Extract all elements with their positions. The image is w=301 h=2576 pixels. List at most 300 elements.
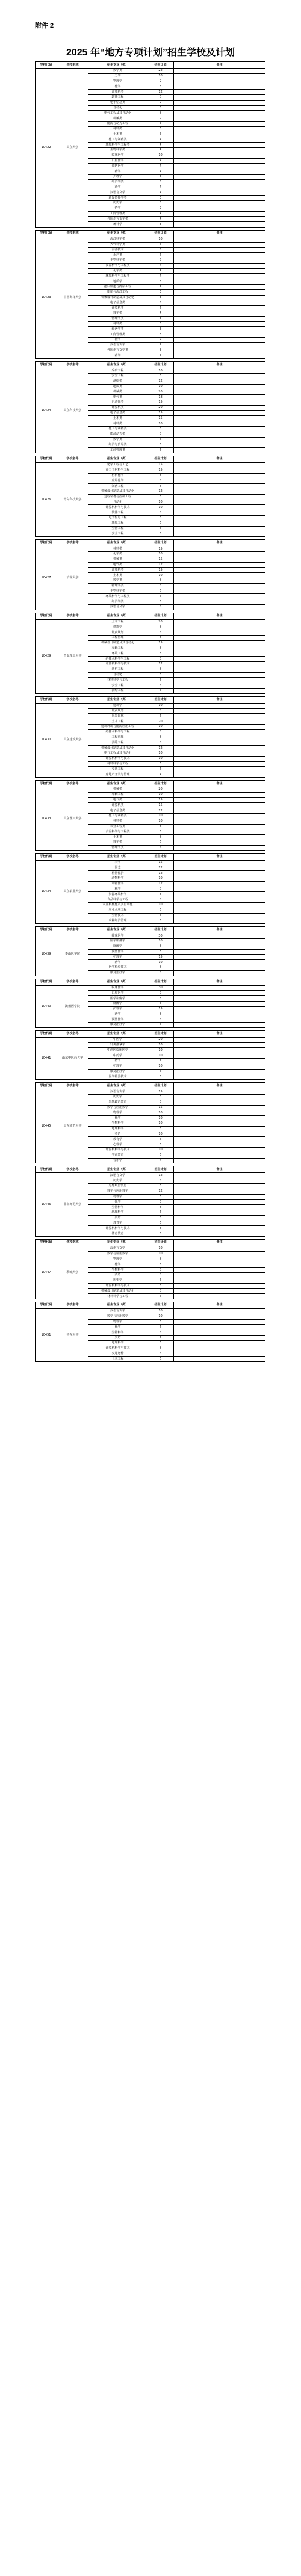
plan-count-cell: 8 [147,1194,174,1200]
major-cell: 计算机科学与技术 [88,505,147,510]
plan-count-cell: 12 [147,489,174,494]
major-cell: 机械类 [88,557,147,562]
plan-count-cell: 6 [147,714,174,719]
remarks-cell [174,996,265,1002]
remarks-cell [174,338,265,343]
major-cell: 化学类 [88,551,147,557]
remarks-cell [174,217,265,222]
major-cell: 物理学类 [88,583,147,589]
remarks-cell [174,824,265,829]
header-school-name: 学校名称 [57,230,88,237]
remarks-cell [174,137,265,143]
major-cell: 数学类 [88,840,147,845]
major-cell: 给排水科学与工程 [88,729,147,735]
remarks-cell [174,1200,265,1205]
major-cell: 建筑环境与能源应用工程 [88,725,147,730]
major-cell: 车辆工程 [88,646,147,651]
major-cell: 英语 [88,1272,147,1278]
remarks-cell [174,1215,265,1221]
remarks-cell [174,200,265,206]
major-cell: 经济学类 [88,179,147,185]
major-cell: 计算机类 [88,90,147,95]
major-cell: 汉语言文学 [88,190,147,196]
school-name-cell: 山东理工大学 [57,787,88,851]
plan-count-cell: 6 [147,767,174,772]
remarks-cell [174,938,265,944]
plan-count-cell: 4 [147,147,174,153]
plan-count-cell: 6 [147,442,174,448]
school-name-cell: 中国海洋大学 [57,237,88,358]
header-major: 招生专业（类） [88,781,147,787]
major-cell: 环境科学与工程类 [88,594,147,599]
remarks-cell [174,892,265,897]
major-cell: 安全工程 [88,683,147,689]
remarks-cell [174,845,265,850]
remarks-cell [174,703,265,708]
major-cell: 环境科学与工程类 [88,143,147,148]
major-cell: 口腔医学 [88,158,147,164]
table-row [36,1037,265,1042]
plan-count-cell: 6 [147,526,174,531]
school-code-cell: 10447 [36,1246,57,1299]
header-school-code: 学校代码 [36,540,57,546]
header-school-name: 学校名称 [57,62,88,69]
plan-count-cell: 8 [147,708,174,714]
remarks-cell [174,761,265,767]
header-school-code: 学校代码 [36,1030,57,1037]
remarks-cell [174,814,265,819]
major-cell: 工程管理 [88,636,147,641]
table-row [36,1173,265,1178]
school-plan-table [35,926,265,976]
plan-count-cell: 15 [147,955,174,960]
plan-count-cell: 20 [147,719,174,725]
plan-count-cell: 8 [147,1184,174,1189]
major-cell: 英语 [88,1215,147,1221]
plan-count-cell: 6 [147,1210,174,1216]
remarks-cell [174,960,265,965]
remarks-cell [174,1037,265,1042]
plan-count-cell: 12 [147,562,174,568]
plan-count-cell: 6 [147,531,174,537]
remarks-cell [174,432,265,437]
plan-count-cell: 18 [147,395,174,400]
remarks-cell [174,1194,265,1200]
major-cell: 化学 [88,1262,147,1268]
major-cell: 经济与贸易类 [88,442,147,448]
remarks-cell [174,1257,265,1262]
plan-count-cell: 6 [147,594,174,599]
remarks-cell [174,90,265,95]
major-cell: 哲学 [88,206,147,211]
remarks-cell [174,955,265,960]
plan-count-cell: 3 [147,289,174,295]
major-cell: 计算机科学与技术 [88,1283,147,1289]
major-cell: 房地产开发与管理 [88,772,147,778]
major-cell: 中药学 [88,1053,147,1059]
header-school-code: 学校代码 [36,927,57,933]
header-remarks: 备注 [174,62,265,69]
remarks-cell [174,1158,265,1163]
plan-count-cell: 3 [147,222,174,228]
remarks-cell [174,143,265,148]
plan-count-cell: 8 [147,667,174,672]
school-code-cell: 10427 [36,546,57,610]
plan-count-cell: 8 [147,1200,174,1205]
remarks-cell [174,1105,265,1110]
header-plan-count: 招生计划 [147,1239,174,1246]
header-school-code: 学校代码 [36,613,57,619]
plan-count-cell: 15 [147,640,174,646]
remarks-cell [174,589,265,594]
plan-count-cell: 2 [147,206,174,211]
plan-count-cell: 6 [147,678,174,683]
school-plan-table [35,1239,265,1299]
plan-count-cell: 12 [147,379,174,384]
plan-count-cell: 10 [147,902,174,908]
major-cell: 材料类 [88,421,147,427]
plan-count-cell: 12 [147,881,174,887]
plan-count-cell: 15 [147,568,174,573]
major-cell: 地理科学 [88,1126,147,1132]
major-cell: 大气科学类 [88,242,147,247]
remarks-cell [174,902,265,908]
plan-count-cell: 12 [147,662,174,667]
plan-count-cell: 5 [147,121,174,126]
table-row [36,1308,265,1314]
major-cell: 电子信息类 [88,100,147,105]
table-header-row [36,781,265,787]
remarks-cell [174,531,265,537]
remarks-cell [174,756,265,761]
major-cell: 康复治疗学 [88,1023,147,1028]
school-plan-table [35,230,265,359]
header-major: 招生专业（类） [88,979,147,985]
school-code-cell: 10430 [36,703,57,777]
remarks-cell [174,1340,265,1346]
remarks-cell [174,1069,265,1074]
remarks-cell [174,247,265,253]
plan-count-cell: 10 [147,573,174,578]
remarks-cell [174,105,265,111]
major-cell: 数学与应用数学 [88,1314,147,1319]
remarks-cell [174,551,265,557]
plan-count-cell: 6 [147,1069,174,1074]
plan-count-cell: 8 [147,636,174,641]
header-school-name: 学校名称 [57,853,88,860]
major-cell: 机械设计制造及其自动化 [88,295,147,300]
major-cell: 音乐学 [88,1158,147,1163]
table-row [36,787,265,793]
major-cell: 资源环境科学 [88,892,147,897]
header-school-name: 学校名称 [57,979,88,985]
major-cell: 电子信息类 [88,808,147,814]
plan-count-cell: 4 [147,217,174,222]
major-cell: 应用化学 [88,478,147,484]
remarks-cell [174,169,265,175]
plan-count-cell: 9 [147,116,174,122]
major-cell: 化工与制药类 [88,814,147,819]
major-cell: 计算机类 [88,803,147,808]
plan-count-cell: 10 [147,1110,174,1116]
plan-count-cell: 9 [147,100,174,105]
school-plan-table [35,979,265,1028]
major-cell: 园艺 [88,865,147,871]
plan-count-cell: 2 [147,338,174,343]
plan-count-cell: 2 [147,353,174,359]
header-remarks: 备注 [174,1302,265,1308]
remarks-cell [174,787,265,793]
remarks-cell [174,871,265,876]
remarks-cell [174,636,265,641]
header-major: 招生专业（类） [88,613,147,619]
school-code-cell: 10424 [36,368,57,453]
major-cell: 机械类 [88,787,147,793]
plan-count-cell: 3 [147,295,174,300]
table-row [36,985,265,991]
table-row [36,237,265,242]
remarks-cell [174,510,265,516]
plan-count-cell: 10 [147,1116,174,1121]
plan-count-cell: 15 [147,416,174,421]
table-row [36,933,265,939]
remarks-cell [174,714,265,719]
school-code-cell: 10434 [36,860,57,924]
table-header-row [36,1030,265,1037]
plan-count-cell: 4 [147,274,174,279]
major-cell: 教育学 [88,1137,147,1142]
remarks-cell [174,242,265,247]
remarks-cell [174,274,265,279]
header-major: 招生专业（类） [88,696,147,703]
major-cell: 数学与应用数学 [88,1189,147,1194]
header-plan-count: 招生计划 [147,540,174,546]
remarks-cell [174,803,265,808]
remarks-cell [174,1053,265,1059]
remarks-cell [174,1251,265,1257]
major-cell: 材料化学 [88,473,147,478]
plan-count-cell: 4 [147,772,174,778]
remarks-cell [174,468,265,473]
header-school-name: 学校名称 [57,1083,88,1089]
remarks-cell [174,316,265,321]
plan-count-cell: 6 [147,1074,174,1080]
remarks-cell [174,1246,265,1251]
plan-count-cell: 10 [147,1042,174,1048]
remarks-cell [174,462,265,468]
plan-count-cell: 8 [147,494,174,500]
major-cell: 环境工程 [88,521,147,526]
plan-count-cell: 6 [147,1351,174,1357]
plan-count-cell: 8 [147,1268,174,1273]
header-school-name: 学校名称 [57,613,88,619]
major-cell: 食品科学与工程类 [88,263,147,268]
major-cell: 生物科学类 [88,589,147,594]
plan-count-cell: 5 [147,247,174,253]
major-cell: 化工与制药类 [88,427,147,432]
plan-count-cell: 8 [147,657,174,662]
plan-count-cell: 6 [147,970,174,976]
header-school-code: 学校代码 [36,1083,57,1089]
remarks-cell [174,206,265,211]
header-school-code: 学校代码 [36,781,57,787]
remarks-cell [174,746,265,751]
plan-count-cell: 6 [147,599,174,605]
header-major: 招生专业（类） [88,1239,147,1246]
school-name-cell: 聊城大学 [57,1246,88,1299]
remarks-cell [174,933,265,939]
plan-count-cell: 10 [147,153,174,158]
school-name-cell: 山东科技大学 [57,368,88,453]
remarks-cell [174,689,265,694]
header-remarks: 备注 [174,613,265,619]
remarks-cell [174,1325,265,1330]
school-plan-table [35,1030,265,1080]
table-row [36,546,265,552]
major-cell: 环境科学与工程类 [88,274,147,279]
major-cell: 临床医学 [88,153,147,158]
major-cell: 汉语言文学 [88,342,147,348]
table-header-row [36,613,265,619]
plan-count-cell: 5 [147,132,174,137]
major-cell: 安全工程 [88,374,147,379]
remarks-cell [174,1012,265,1017]
plan-count-cell: 8 [147,478,174,484]
header-major: 招生专业（类） [88,62,147,69]
school-name-cell: 鲁东大学 [57,1308,88,1361]
plan-count-cell: 8 [147,1346,174,1351]
school-code-cell: 10445 [36,1089,57,1163]
plan-count-cell: 6 [147,1137,174,1142]
remarks-cell [174,416,265,421]
table-header-row [36,979,265,985]
remarks-cell [174,970,265,976]
header-school-name: 学校名称 [57,362,88,368]
major-cell: 自动化类 [88,400,147,406]
plan-count-cell: 20 [147,405,174,410]
school-name-cell: 泰山医学院 [57,933,88,976]
major-cell: 历史学 [88,1278,147,1283]
plan-count-cell: 4 [147,137,174,143]
major-cell: 化学 [88,1325,147,1330]
major-cell: 汉语言文学 [88,1246,147,1251]
remarks-cell [174,1006,265,1012]
plan-count-cell: 22 [147,69,174,74]
header-remarks: 备注 [174,927,265,933]
header-plan-count: 招生计划 [147,979,174,985]
school-plan-table [35,780,265,851]
major-cell: 工程管理 [88,735,147,740]
major-cell: 计算机类 [88,306,147,311]
major-cell: 化学 [88,84,147,90]
plan-count-cell: 8 [147,432,174,437]
remarks-cell [174,1231,265,1237]
remarks-cell [174,448,265,453]
remarks-cell [174,562,265,568]
remarks-cell [174,619,265,625]
plan-count-cell: 15 [147,546,174,552]
remarks-cell [174,949,265,955]
major-cell: 法学 [88,338,147,343]
remarks-cell [174,1268,265,1273]
remarks-cell [174,630,265,636]
header-school-code: 学校代码 [36,979,57,985]
remarks-cell [174,1110,265,1116]
plan-count-cell: 6 [147,1357,174,1362]
remarks-cell [174,808,265,814]
plan-count-cell: 10 [147,814,174,819]
major-cell: 法学 [88,185,147,190]
plan-count-cell: 8 [147,996,174,1002]
plan-count-cell: 8 [147,1095,174,1100]
major-cell: 材料科学与工程 [88,1294,147,1299]
remarks-cell [174,1089,265,1095]
header-school-code: 学校代码 [36,696,57,703]
header-major: 招生专业（类） [88,230,147,237]
plan-count-cell: 10 [147,751,174,757]
table-header-row [36,1239,265,1246]
plan-count-cell: 8 [147,1215,174,1221]
remarks-cell [174,222,265,228]
plan-count-cell: 15 [147,803,174,808]
remarks-cell [174,374,265,379]
major-cell: 生物科学 [88,1121,147,1127]
remarks-cell [174,190,265,196]
remarks-cell [174,211,265,217]
plan-count-cell: 8 [147,824,174,829]
plan-count-cell: 6 [147,630,174,636]
remarks-cell [174,1148,265,1153]
plan-count-cell: 6 [147,1017,174,1023]
plan-count-cell: 8 [147,1205,174,1210]
remarks-cell [174,1314,265,1319]
plan-count-cell: 8 [147,835,174,840]
plan-count-cell: 15 [147,462,174,468]
major-cell: 土木工程 [88,619,147,625]
remarks-cell [174,719,265,725]
plan-count-cell: 3 [147,316,174,321]
remarks-cell [174,348,265,353]
remarks-cell [174,991,265,996]
school-plan-table [35,361,265,453]
major-cell: 数学与应用数学 [88,1251,147,1257]
major-cell: 给排水科学与工程 [88,657,147,662]
major-cell: 药学 [88,169,147,175]
plan-count-cell: 9 [147,79,174,84]
plan-count-cell: 8 [147,729,174,735]
plan-count-cell: 15 [147,797,174,803]
major-cell: 计算机科学与技术 [88,662,147,667]
major-cell: 药学 [88,353,147,359]
remarks-cell [174,126,265,132]
remarks-cell [174,772,265,778]
remarks-cell [174,578,265,583]
plan-count-cell: 6 [147,437,174,442]
plan-count-cell: 8 [147,1100,174,1105]
school-code-cell: 10433 [36,787,57,851]
school-name-cell: 山东中医药大学 [57,1037,88,1079]
remarks-cell [174,1178,265,1184]
major-cell: 工商管理类 [88,332,147,338]
school-name-cell: 济南大学 [57,546,88,610]
major-cell: 医学检验技术 [88,1074,147,1080]
major-cell: 地理科学 [88,1340,147,1346]
major-cell: 测绘工程 [88,689,147,694]
major-cell: 护理学 [88,955,147,960]
plan-count-cell: 10 [147,938,174,944]
major-cell: 汉语言文学 [88,1173,147,1178]
header-school-code: 学校代码 [36,1166,57,1173]
